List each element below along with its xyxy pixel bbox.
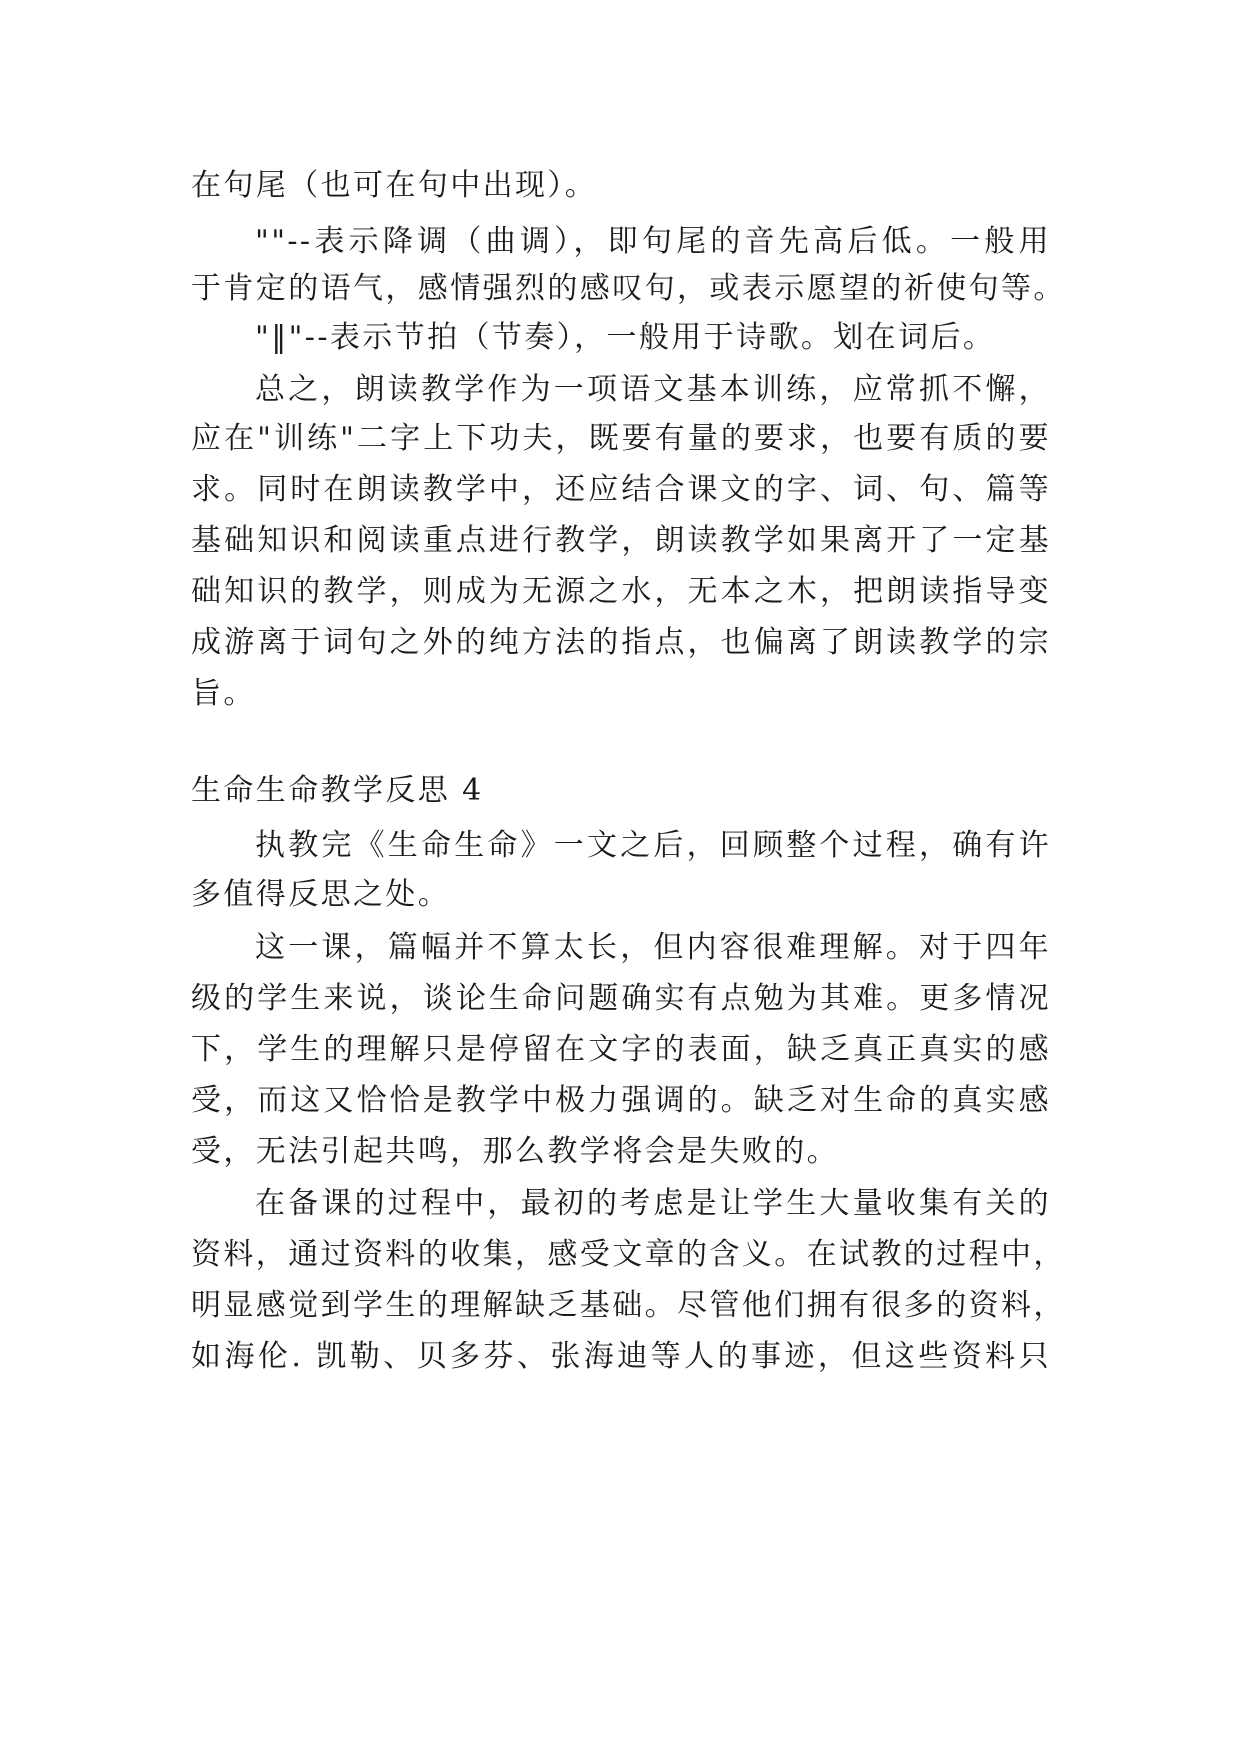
paragraph-line: 总之，朗读教学作为一项语文基本训练，应常抓不懈，	[255, 372, 1051, 407]
paragraph-line: 应在"训练"二字上下功夫，既要有量的要求，也要有质的要	[191, 421, 1051, 456]
paragraph-line: 下，学生的理解只是停留在文字的表面，缺乏真正真实的感	[191, 1032, 1051, 1067]
paragraph-line: 这一课，篇幅并不算太长，但内容很难理解。对于四年	[255, 930, 1051, 965]
paragraph-line: ""--表示降调（曲调），即句尾的音先高后低。一般用	[255, 224, 1051, 259]
paragraph-line: 础知识的教学，则成为无源之水，无本之木，把朗读指导变	[191, 574, 1051, 609]
paragraph-line: 在备课的过程中，最初的考虑是让学生大量收集有关的	[255, 1186, 1051, 1221]
paragraph-line: 求。同时在朗读教学中，还应结合课文的字、词、句、篇等	[191, 472, 1051, 507]
paragraph-line: 多值得反思之处。	[191, 877, 451, 912]
paragraph-line: 资料，通过资料的收集，感受文章的含义。在试教的过程中，	[191, 1237, 1066, 1272]
paragraph-line: 基础知识和阅读重点进行教学，朗读教学如果离开了一定基	[191, 523, 1051, 558]
paragraph-line: 于肯定的语气，感情强烈的感叹句，或表示愿望的祈使句等。	[191, 271, 1066, 306]
paragraph-line: 受，无法引起共鸣，那么教学将会是失败的。	[191, 1134, 839, 1169]
paragraph-line: "‖"--表示节拍（节奏），一般用于诗歌。划在词后。	[255, 320, 996, 355]
paragraph-line: 成游离于词句之外的纯方法的指点，也偏离了朗读教学的宗	[191, 625, 1051, 660]
paragraph-line: 受，而这又恰恰是教学中极力强调的。缺乏对生命的真实感	[191, 1083, 1051, 1118]
paragraph-line: 级的学生来说，谈论生命问题确实有点勉为其难。更多情况	[191, 981, 1051, 1016]
paragraph-line: 执教完《生命生命》一文之后，回顾整个过程，确有许	[255, 828, 1051, 863]
section-heading: 生命生命教学反思 4	[191, 773, 484, 808]
paragraph-line: 如海伦. 凯勒、贝多芬、张海迪等人的事迹，但这些资料只	[191, 1339, 1051, 1374]
paragraph-line: 明显感觉到学生的理解缺乏基础。尽管他们拥有很多的资料，	[191, 1288, 1066, 1323]
paragraph-line: 在句尾（也可在句中出现）。	[191, 168, 598, 203]
paragraph-line: 旨。	[191, 676, 256, 711]
